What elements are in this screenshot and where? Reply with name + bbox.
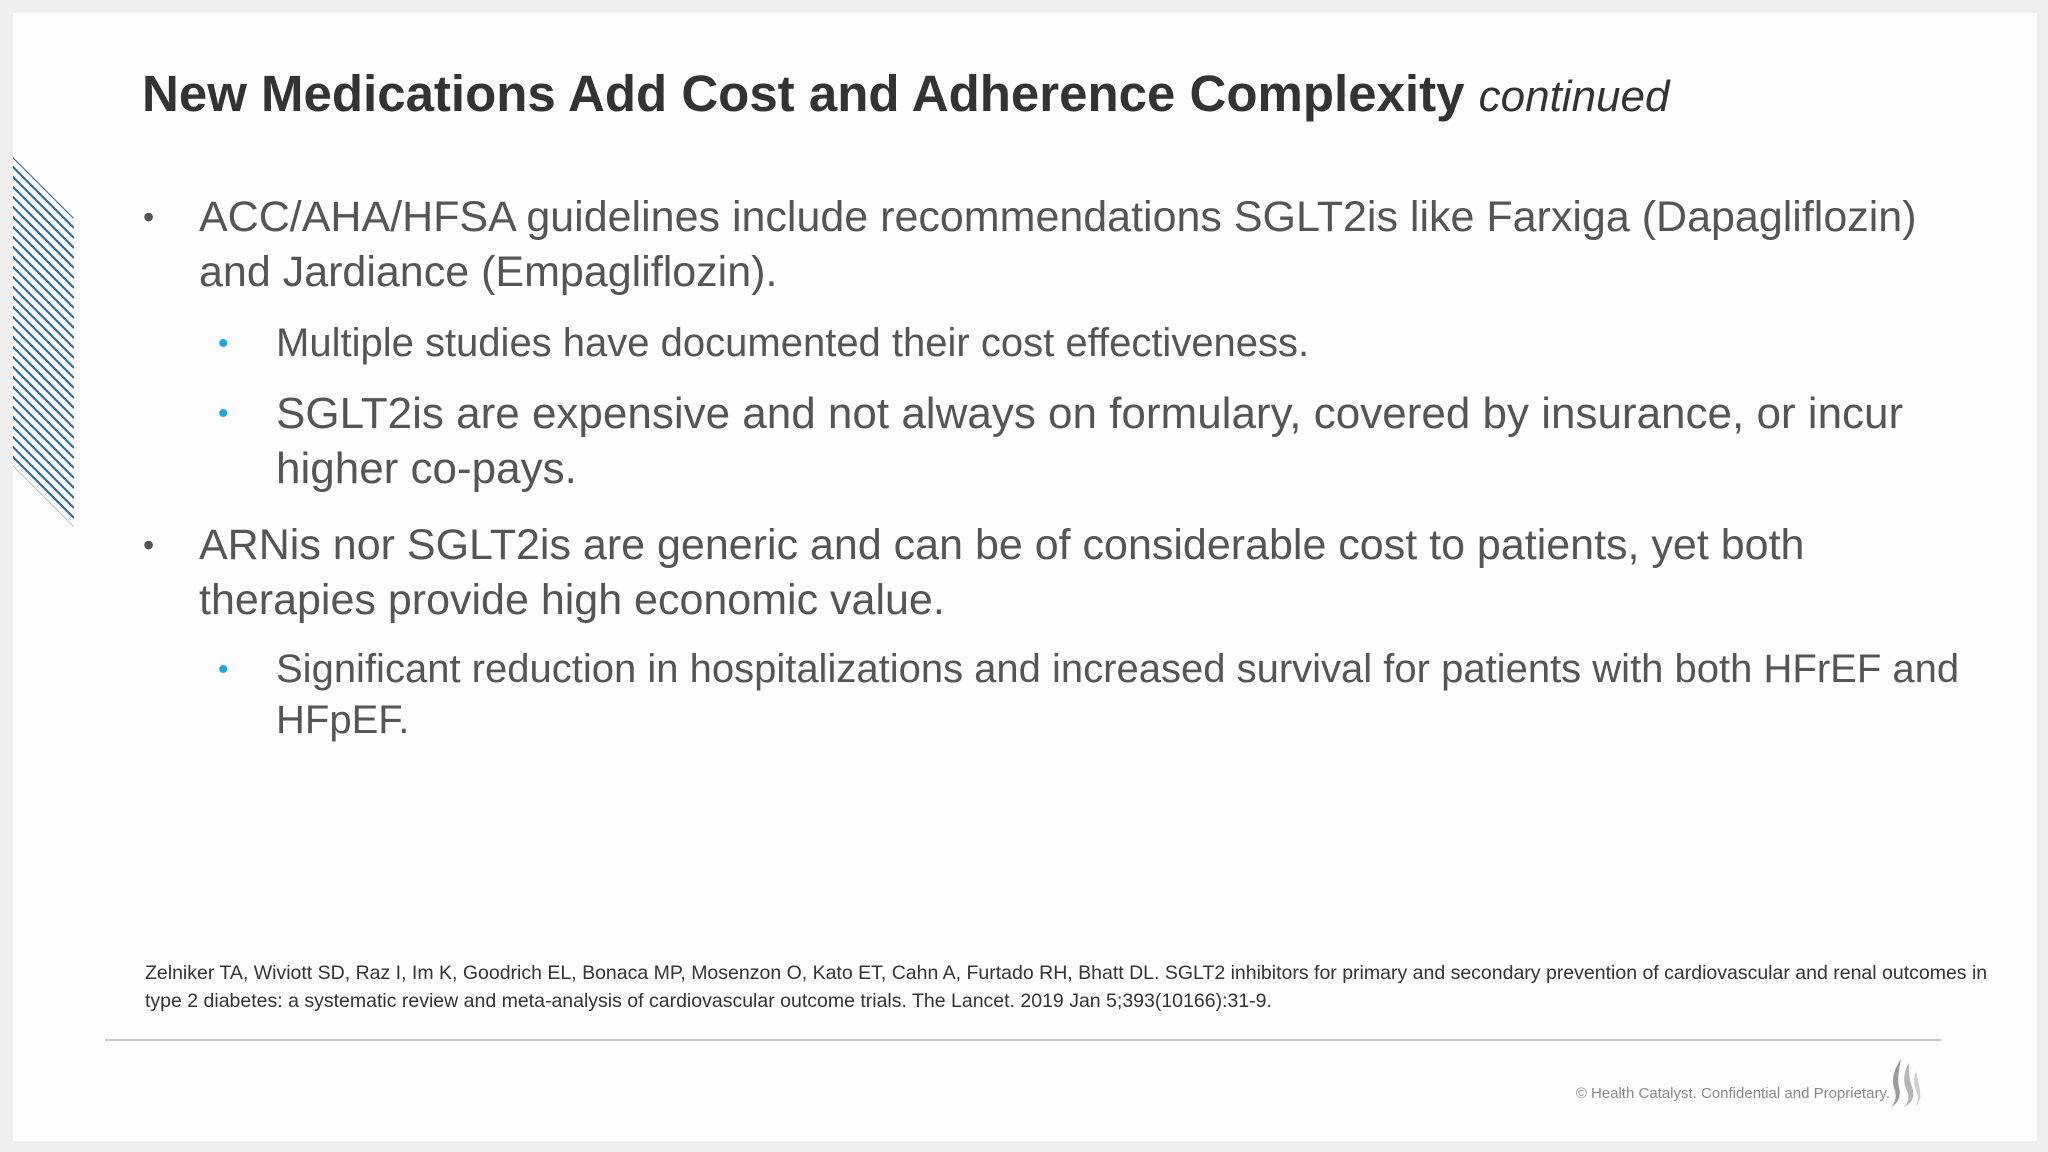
bullet-marker: • (143, 527, 155, 563)
slide-title (142, 65, 1992, 124)
sub-bullet-text: SGLT2is are expensive and not always on formulary, covered by insurance, or incur higher co-pays. (276, 389, 1904, 493)
bullet-text: ACC/AHA/HFSA guidelines include recommendations SGLT2is like Farxiga (Dapagliflozin) and Jardiance (Empagliflozin). (199, 193, 1917, 296)
sub-bullet-marker: • (218, 327, 229, 360)
bullet-marker: • (143, 199, 155, 235)
bullet-guidelines (143, 190, 1949, 300)
diagonal-stripes-icon (13, 144, 74, 527)
slide-title-main: New Medications Add Cost and Adherence Complexity (142, 65, 1465, 122)
sub-bullet-marker: • (218, 397, 229, 430)
sub-bullet-text: Significant reduction in hospitalizations and increased survival for patients with both HFrEF and HFpEF. (276, 647, 1960, 742)
slide (13, 13, 2037, 1141)
bullet-economic-value (143, 518, 1949, 628)
slide-title-continued: continued (1478, 72, 1670, 121)
footer-copyright: © Health Catalyst. Confidential and Proprietary. (1575, 1085, 1890, 1102)
sub-bullet-text: Multiple studies have documented their cost effectiveness. (276, 321, 1310, 365)
sub-bullet-hospitalizations (218, 644, 1976, 746)
sub-bullet-marker: • (218, 653, 229, 686)
health-catalyst-flame-icon (1887, 1057, 1921, 1109)
sub-bullet-cost-effectiveness (218, 318, 1976, 369)
sub-bullet-expensive (218, 386, 1976, 496)
footer-divider (105, 1039, 1941, 1041)
citation-reference: Zelniker TA, Wiviott SD, Raz I, Im K, Goodrich EL, Bonaca MP, Mosenzon O, Kato ET, Cahn A, Furtado RH, Bhatt DL. SGLT2 inhibitors for primary and secondary prevention of cardiovascular and renal outcomes in type 2 diabetes: a systematic review and meta-analysis of cardiovascular outcome trials. The Lancet. 2019 Jan 5;393(10166):31-9. (145, 962, 1988, 1012)
bullet-text: ARNis nor SGLT2is are generic and can be of considerable cost to patients, yet both therapies provide high economic value. (199, 521, 1805, 624)
